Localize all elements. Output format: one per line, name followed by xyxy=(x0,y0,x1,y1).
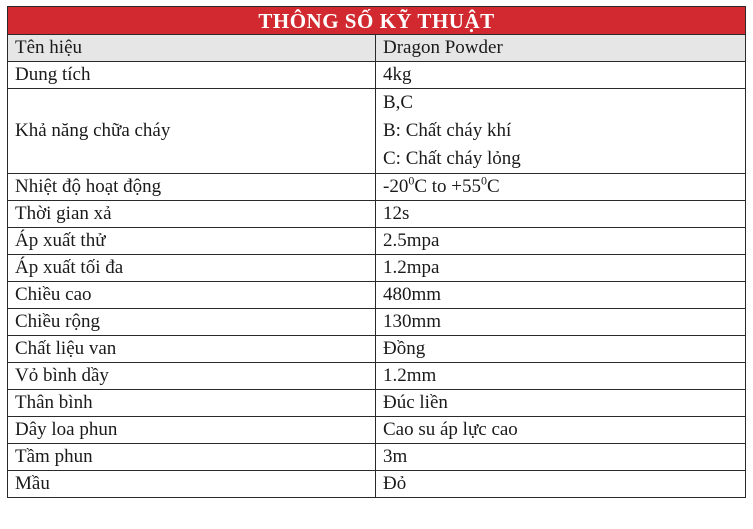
table-row xyxy=(8,228,746,255)
row-value-valve-material: Đồng xyxy=(376,336,746,363)
table-row xyxy=(8,444,746,471)
table-row xyxy=(8,309,746,336)
row-label-spray-range: Tầm phun xyxy=(8,444,376,471)
row-label-test-pressure: Áp xuất thử xyxy=(8,228,376,255)
degree-mark: 0 xyxy=(481,173,487,188)
row-value-spray-range: 3m xyxy=(376,444,746,471)
table-row xyxy=(8,336,746,363)
table-row xyxy=(8,255,746,282)
row-value-discharge-time: 12s xyxy=(376,201,746,228)
row-label-width: Chiều rộng xyxy=(8,309,376,336)
table-row xyxy=(8,390,746,417)
spec-table xyxy=(7,6,746,498)
row-value-capacity: 4kg xyxy=(376,62,746,89)
row-value-shell-thickness: 1.2mm xyxy=(376,363,746,390)
table-row xyxy=(8,174,746,201)
row-value-fire-class xyxy=(376,89,746,174)
title-row xyxy=(8,7,746,35)
table-row xyxy=(8,282,746,309)
table-row xyxy=(8,363,746,390)
row-label-height: Chiều cao xyxy=(8,282,376,309)
row-label-body: Thân bình xyxy=(8,390,376,417)
row-label-max-pressure: Áp xuất tối đa xyxy=(8,255,376,282)
row-label-discharge-time: Thời gian xả xyxy=(8,201,376,228)
row-value-height: 480mm xyxy=(376,282,746,309)
temp-range-mid: C to +55 xyxy=(414,176,481,197)
row-value-color: Đỏ xyxy=(376,471,746,498)
row-value-body: Đúc liền xyxy=(376,390,746,417)
row-label-hose: Dây loa phun xyxy=(8,417,376,444)
row-label-capacity: Dung tích xyxy=(8,62,376,89)
degree-mark: 0 xyxy=(408,173,415,188)
row-label-fire-class: Khả năng chữa cháy xyxy=(8,89,376,174)
row-label-shell-thickness: Vỏ bình dầy xyxy=(8,363,376,390)
table-row xyxy=(8,35,746,62)
row-value-temperature xyxy=(376,174,746,201)
row-label-valve-material: Chất liệu van xyxy=(8,336,376,363)
row-value-hose: Cao su áp lực cao xyxy=(376,417,746,444)
row-value-brand: Dragon Powder xyxy=(376,35,746,62)
table-row xyxy=(8,417,746,444)
row-label-color: Mầu xyxy=(8,471,376,498)
row-value-test-pressure: 2.5mpa xyxy=(376,228,746,255)
fire-class-line: B,C xyxy=(383,92,414,113)
table-row xyxy=(8,89,746,174)
row-value-max-pressure: 1.2mpa xyxy=(376,255,746,282)
table-row xyxy=(8,471,746,498)
table-row xyxy=(8,201,746,228)
table-row xyxy=(8,62,746,89)
fire-class-line: B: Chất cháy khí xyxy=(383,120,512,141)
temp-unit: C xyxy=(487,176,500,197)
row-value-width: 130mm xyxy=(376,309,746,336)
temp-min: -20 xyxy=(383,176,409,197)
row-label-brand: Tên hiệu xyxy=(8,35,376,62)
fire-class-line: C: Chất cháy lỏng xyxy=(383,148,521,169)
row-label-temperature: Nhiệt độ hoạt động xyxy=(8,174,376,201)
table-title: THÔNG SỐ KỸ THUẬT xyxy=(8,7,746,35)
